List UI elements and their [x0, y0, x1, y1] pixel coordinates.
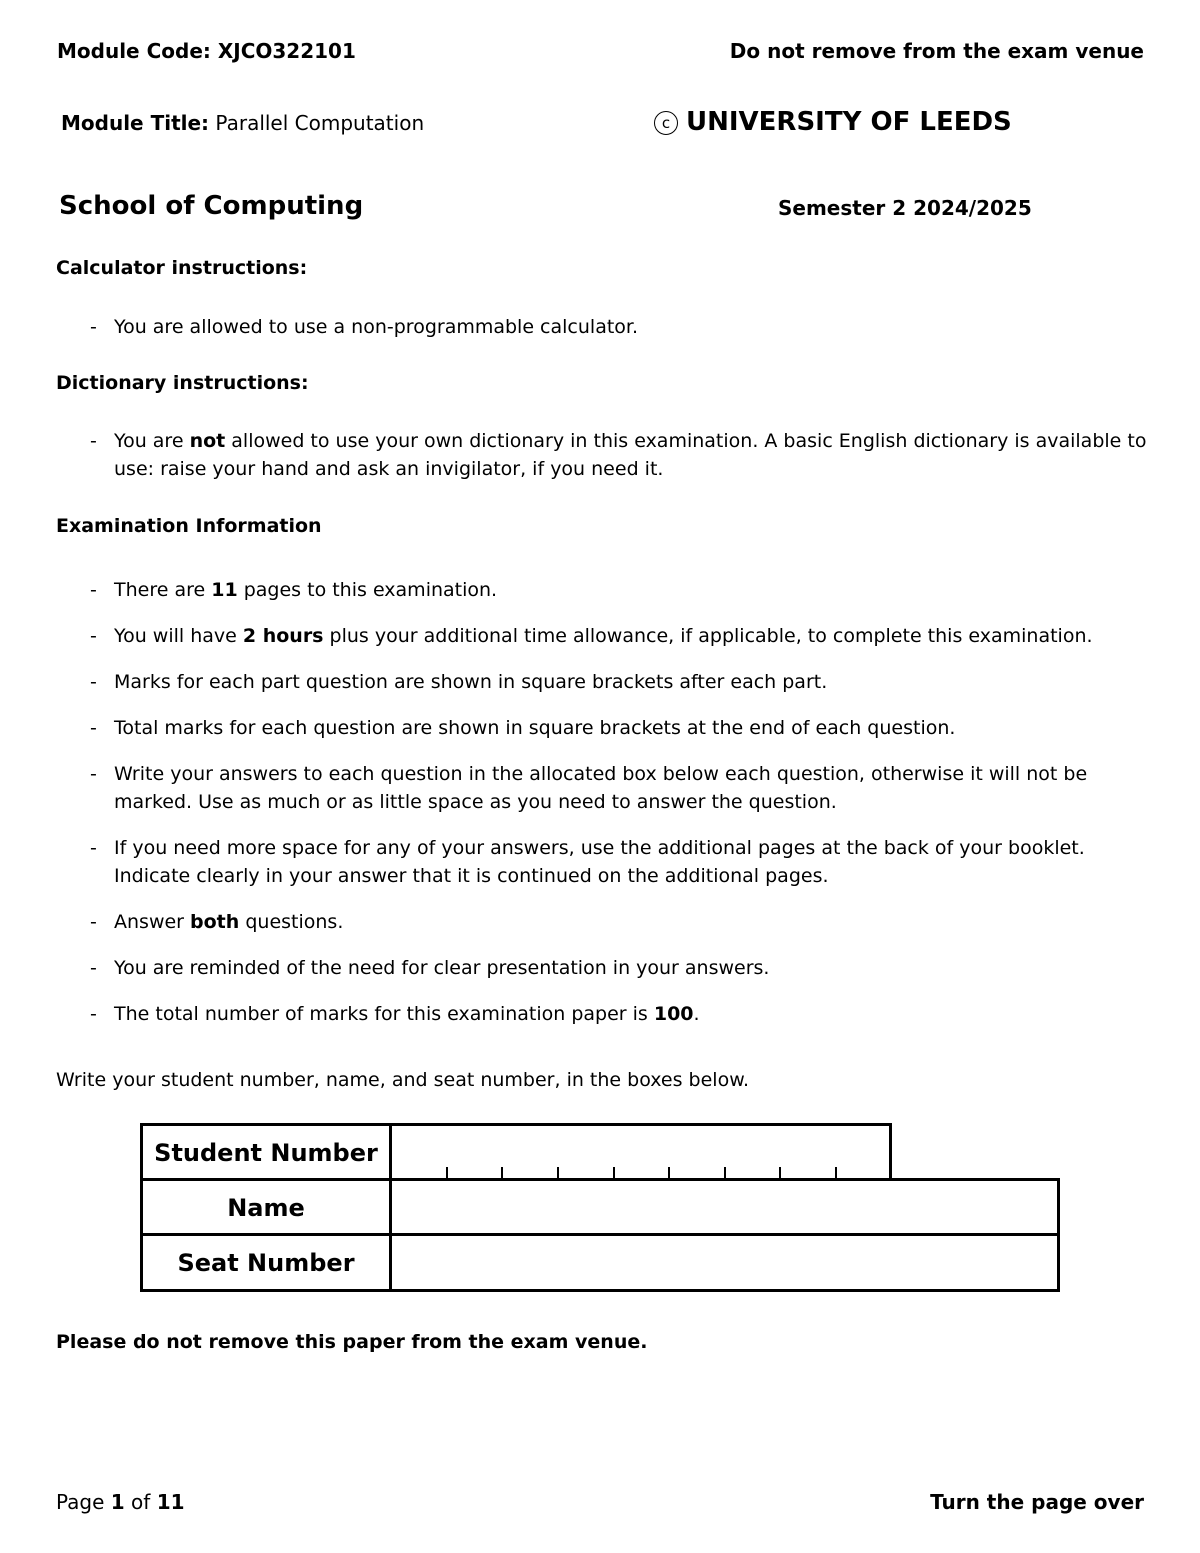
university-name [654, 107, 1012, 137]
exam-info-heading: Examination Information [56, 515, 322, 537]
form-instruction: Write your student number, name, and seat number, in the boxes below. [56, 1069, 750, 1091]
page-number: Page 1 of 11 [56, 1490, 185, 1514]
turn-over-notice: Turn the page over [930, 1490, 1144, 1514]
more-space-item: - If you need more space for any of your answers, use the additional pages at the back of your booklet. Indicate clearly in your answer that it is continued on the additional pages. [90, 834, 1150, 890]
dictionary-item: - You are not allowed to use your own dictionary in this examination. A basic English dictionary is available to use: raise your hand and ask an invigilator, if you need it. [90, 427, 1150, 483]
module-code: Module Code: XJCO322101 [57, 39, 356, 63]
marks-part-item: - Marks for each part question are shown in square brackets after each part. [90, 668, 1150, 696]
module-title-label: Module Title: [61, 111, 210, 135]
dictionary-list [90, 427, 1150, 483]
school-name: School of Computing [59, 191, 364, 221]
semester: Semester 2 2024/2025 [778, 196, 1032, 220]
time-item: - You will have 2 hours plus your additional time allowance, if applicable, to complete this examination. [90, 622, 1150, 650]
student-number-label: Student Number [154, 1139, 378, 1167]
exam-info-list [90, 576, 1150, 1028]
module-title [61, 111, 424, 135]
answer-both-item: - Answer both questions. [90, 908, 1150, 936]
name-field[interactable] [392, 1181, 1057, 1233]
student-number-field[interactable] [392, 1126, 889, 1178]
total-marks-item: - The total number of marks for this examination paper is 100. [90, 1000, 1150, 1028]
seat-number-field[interactable] [392, 1236, 1057, 1289]
calculator-heading: Calculator instructions: [56, 257, 308, 279]
name-label: Name [227, 1194, 305, 1222]
presentation-item: - You are reminded of the need for clear presentation in your answers. [90, 954, 1150, 982]
dictionary-heading: Dictionary instructions: [56, 372, 309, 394]
seat-number-label: Seat Number [177, 1249, 355, 1277]
copyright-icon: c [654, 111, 678, 135]
write-answers-item: - Write your answers to each question in the allocated box below each question, otherwise it will not be marked. Use as much or as little space as you need to answer the question. [90, 760, 1150, 816]
calculator-list [90, 313, 1150, 341]
university-label: UNIVERSITY OF LEEDS [686, 107, 1012, 137]
venue-notice: Do not remove from the exam venue [729, 39, 1144, 63]
marks-total-item: - Total marks for each question are shown in square brackets at the end of each question. [90, 714, 1150, 742]
pages-item: - There are 11 pages to this examination. [90, 576, 1150, 604]
module-title-value: Parallel Computation [215, 111, 425, 135]
calculator-item: - You are allowed to use a non-programmable calculator. [90, 313, 1150, 341]
venue-warning: Please do not remove this paper from the exam venue. [56, 1331, 648, 1353]
